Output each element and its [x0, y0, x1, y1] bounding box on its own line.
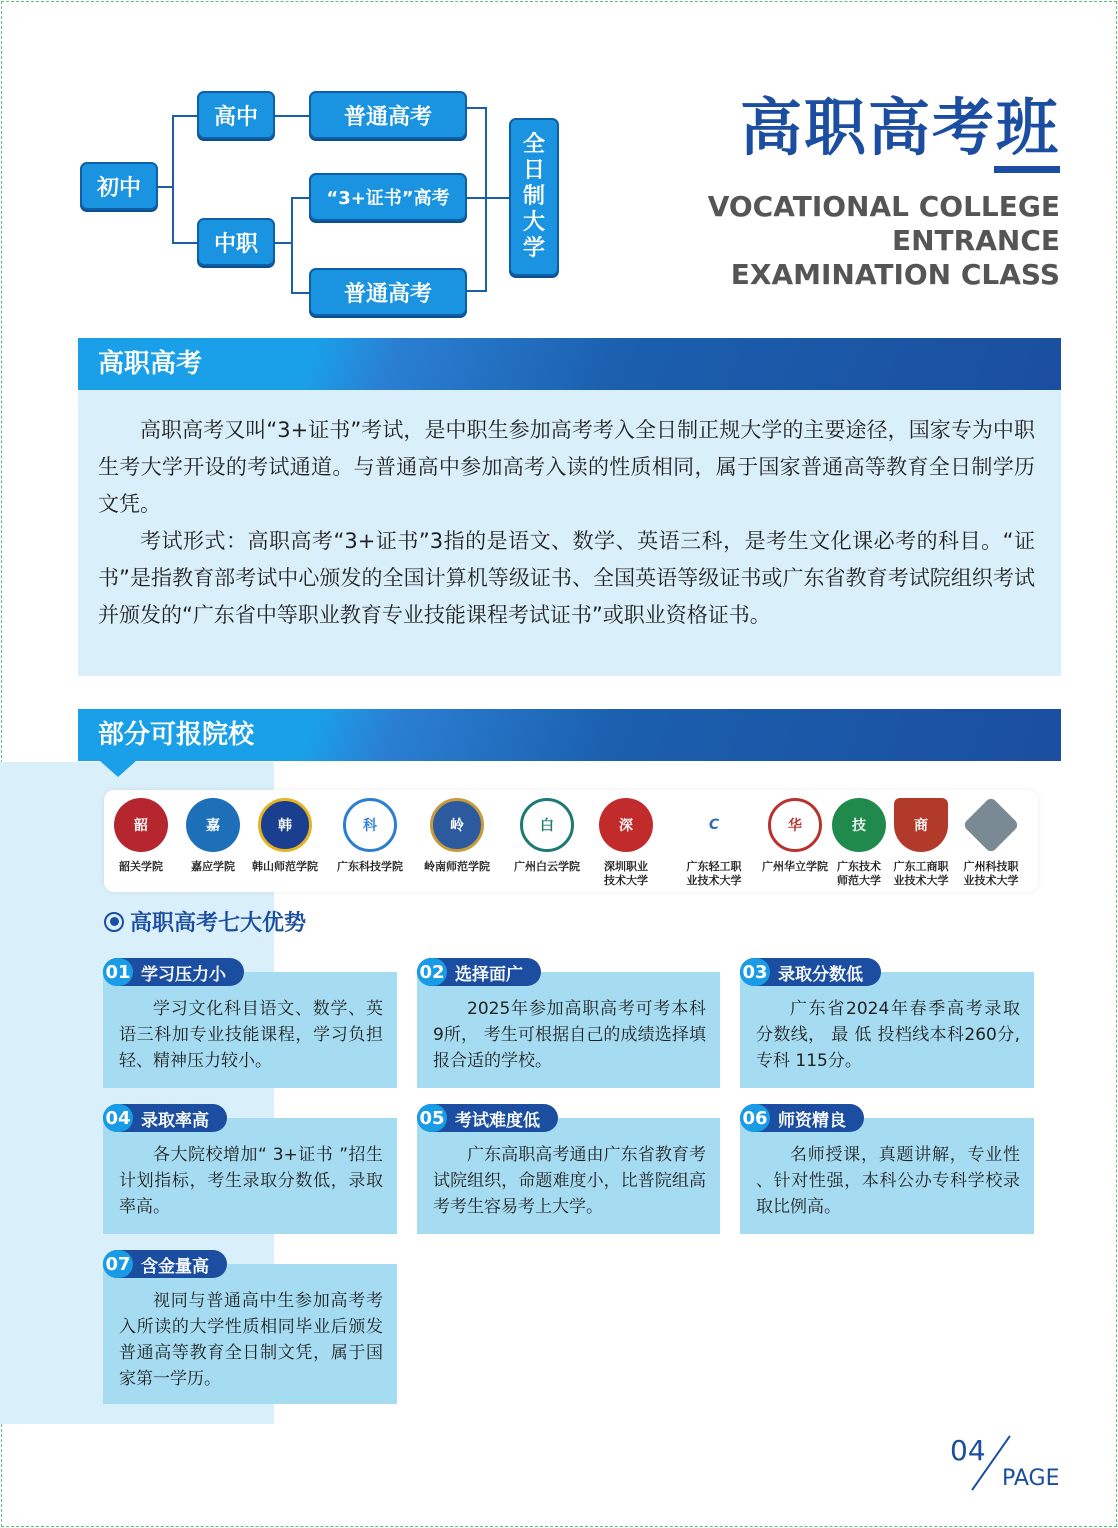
advantage-number: 03 [740, 958, 770, 986]
connector-line [172, 115, 174, 243]
school-logo [106, 798, 176, 874]
advantage-tag [103, 1104, 227, 1132]
section-heading: 高职高考 [98, 349, 203, 379]
jiaying-logo-icon: 嘉 [186, 798, 240, 852]
page-number: 04 [950, 1434, 986, 1467]
section-heading: 部分可报院校 [98, 720, 255, 750]
fulltime-char: 大 [522, 210, 545, 235]
node-putong-gaokao-top: 普通高考 [309, 91, 467, 139]
connector-line [157, 186, 173, 188]
school-name: 广东轻工职 业技术大学 [686, 860, 742, 887]
section-pointer [100, 761, 136, 777]
intro-paragraph: 考试形式：高职高考“3+证书”3指的是语文、数学、英语三科，是考生文化课必考的科目。“证书”是指教育部考试中心颁发的全国计算机等级证书、全国英语等级证书或广东省教育考试院组织考试并颁发的“广东省中等职业教育专业技能课程考试证书”或职业资格证书。 [98, 529, 1035, 627]
school-logo [886, 798, 956, 888]
school-name: 广州科技职 业技术大学 [963, 860, 1019, 887]
advantages-title [104, 906, 306, 937]
advantage-tag [740, 958, 881, 986]
fulltime-char: 日 [522, 158, 545, 183]
school-name: 岭南师范学院 [424, 860, 490, 873]
advantages-title-text: 高职高考七大优势 [130, 911, 307, 936]
connector-line [291, 292, 311, 294]
advantage-title: 含金量高 [141, 1256, 209, 1277]
page-title: 高职高考班 [739, 91, 1060, 164]
english-title-line: VOCATIONAL COLLEGE ENTRANCE [707, 190, 1060, 257]
huali-logo-icon: 华 [768, 798, 822, 852]
title-underline [994, 166, 1060, 173]
advantage-card [740, 1107, 1034, 1234]
shaoguan-logo-icon: 韶 [114, 798, 168, 852]
school-name: 广东工商职 业技术大学 [893, 860, 949, 887]
school-logo [335, 798, 405, 874]
connector-line [172, 115, 198, 117]
node-putong-gaokao-bottom: 普通高考 [309, 268, 467, 316]
advantage-card [103, 1253, 397, 1404]
school-logo [250, 798, 320, 874]
school-logo-strip [104, 790, 1038, 892]
school-logo [422, 798, 492, 874]
school-logo [591, 798, 661, 888]
page-label: PAGE [1002, 1466, 1060, 1491]
fulltime-char: 制 [522, 184, 545, 209]
hanshan-logo-icon: 韩 [258, 798, 312, 852]
node-gaozhong: 高中 [197, 91, 275, 139]
jishi-logo-icon: 技 [832, 798, 886, 852]
advantage-text: 广东省2024年春季高考录取分数线， 最 低 投档线本科260分,专科 115分。 [756, 999, 1020, 1071]
advantage-number: 07 [103, 1250, 133, 1278]
advantage-tag [417, 958, 541, 986]
connector-line [274, 242, 292, 244]
school-name: 广州华立学院 [762, 860, 828, 873]
advantage-number: 02 [417, 958, 447, 986]
advantage-text: 2025年参加高职高考可考本科9所， 考生可根据自己的成绩选择填报合适的学校。 [433, 999, 706, 1071]
advantage-text: 广东高职高考通由广东省教育考试院组织，命题难度小，比普院组高考考生容易考上大学。 [433, 1145, 706, 1217]
advantage-card [103, 1107, 397, 1234]
school-logo [512, 798, 582, 874]
school-name: 韶关学院 [119, 860, 163, 873]
advantage-number: 05 [417, 1104, 447, 1132]
target-icon [104, 912, 124, 932]
connector-line [466, 107, 486, 109]
gdkj-logo-icon: 科 [343, 798, 397, 852]
fulltime-char: 学 [522, 236, 545, 261]
lingnan-logo-icon: 岭 [430, 798, 484, 852]
advantage-title: 选择面广 [455, 964, 523, 985]
section-header-gaozhi-gaokao [78, 338, 1061, 390]
advantage-tag [417, 1104, 558, 1132]
node-zhongzhi: 中职 [197, 218, 275, 266]
advantage-number: 06 [740, 1104, 770, 1132]
school-logo [956, 798, 1026, 888]
gzkj-logo-icon [962, 796, 1019, 853]
advantage-title: 录取率高 [141, 1110, 209, 1131]
school-name: 广州白云学院 [514, 860, 580, 873]
advantage-card [740, 961, 1034, 1088]
school-logo [824, 798, 894, 888]
advantage-text: 各大院校增加“ 3+证书 ”招生计划指标，考生录取分数低，录取率高。 [119, 1145, 383, 1217]
school-logo [672, 798, 756, 888]
school-name: 韩山师范学院 [252, 860, 318, 873]
node-chuzhong: 初中 [80, 162, 158, 210]
shenzhen-logo-icon: 深 [599, 798, 653, 852]
advantage-text: 视同与普通高中生参加高考考入所读的大学性质相同毕业后颁发普通高等教育全日制文凭，属于国家第一学历。 [119, 1291, 383, 1389]
intro-paragraph: 高职高考又叫“3+证书”考试，是中职生参加高考考入全日制正规大学的主要途径，国家专为中职生考大学开设的考试通道。与普通高中参加高考入读的性质相同，属于国家普通高等教育全日制学历文凭。 [98, 418, 1035, 516]
advantage-title: 学习压力小 [141, 964, 226, 985]
connector-line [485, 107, 487, 292]
advantage-tag [103, 958, 244, 986]
english-title-line: EXAMINATION CLASS [730, 258, 1060, 291]
connector-line [172, 242, 198, 244]
advantage-title: 师资精良 [778, 1110, 846, 1131]
school-name: 广东科技学院 [337, 860, 403, 873]
advantage-title: 考试难度低 [455, 1110, 540, 1131]
gongshang-logo-icon: 商 [894, 798, 948, 852]
section-header-schools [78, 709, 1061, 761]
intro-text-box [78, 390, 1061, 676]
baiyun-logo-icon: 白 [520, 798, 574, 852]
fulltime-char: 全 [522, 132, 545, 157]
advantage-text: 名师授课，真题讲解，专业性 、针对性强，本科公办专科学校录取比例高。 [756, 1145, 1020, 1217]
connector-line [274, 115, 310, 117]
advantage-tag [103, 1250, 227, 1278]
advantage-number: 01 [103, 958, 133, 986]
school-name: 嘉应学院 [191, 860, 235, 873]
school-logo [178, 798, 248, 874]
advantage-card [103, 961, 397, 1088]
advantage-text: 学习文化科目语文、数学、英语三科加专业技能课程，学习负担轻、精神压力较小。 [119, 999, 383, 1071]
connector-line [466, 290, 486, 292]
advantage-title: 录取分数低 [778, 964, 863, 985]
connector-line [466, 197, 510, 199]
advantage-card [417, 961, 720, 1088]
school-name: 广东技术 师范大学 [837, 860, 881, 887]
node-cert-gaokao: “3+证书”高考 [309, 173, 467, 221]
english-title [540, 190, 1060, 292]
advantage-card [417, 1107, 720, 1234]
connector-line [291, 197, 311, 199]
advantage-number: 04 [103, 1104, 133, 1132]
qinggong-logo-icon: C [687, 798, 741, 852]
connector-line [291, 197, 293, 293]
school-name: 深圳职业 技术大学 [604, 860, 648, 887]
advantage-tag [740, 1104, 864, 1132]
